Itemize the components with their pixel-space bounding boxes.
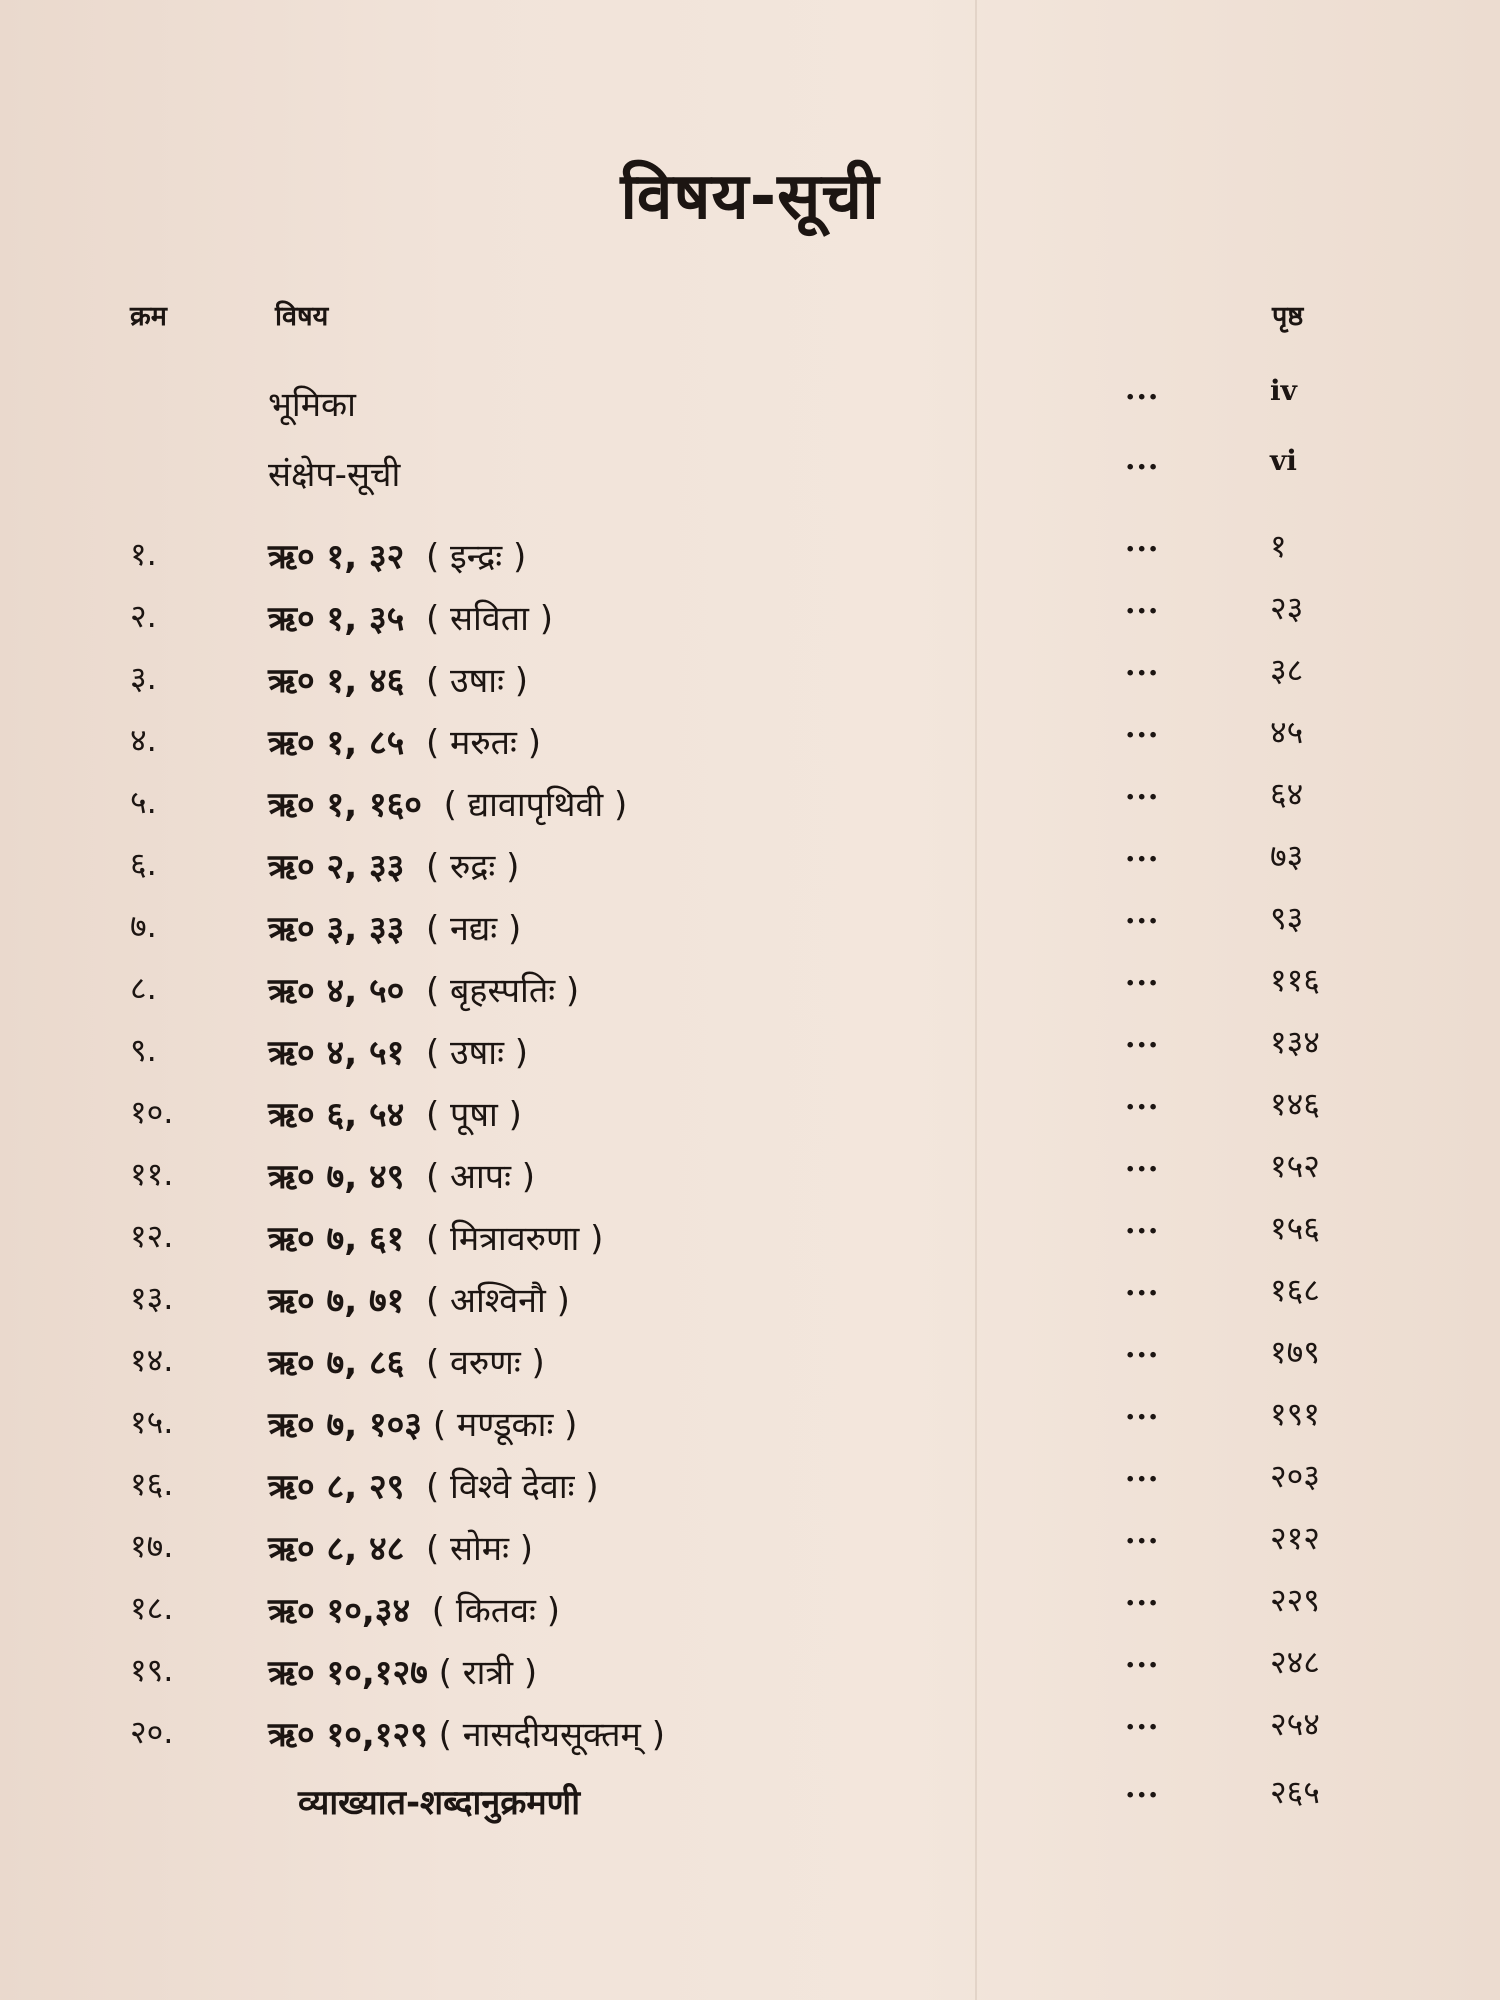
toc-page-number: १५२ (1270, 1147, 1320, 1185)
hymn-reference: ऋ० १, ४६ (268, 661, 405, 701)
toc-page-number: २२९ (1270, 1581, 1320, 1619)
toc-row-back-matter (0, 1770, 1500, 1838)
toc-page-number: १६८ (1270, 1271, 1320, 1309)
toc-page-number: १९१ (1270, 1395, 1320, 1433)
toc-page-number: ७३ (1270, 837, 1304, 875)
deity-name: ( नासदीयसूक्तम् ) (438, 1715, 665, 1755)
toc-row-front-matter (0, 442, 1500, 510)
toc-subject (268, 1524, 533, 1570)
toc-row (0, 1578, 1500, 1646)
hymn-reference: ऋ० ४, ५० (268, 971, 405, 1011)
leader-dots: ... (1125, 1268, 1160, 1303)
leader-dots: ... (1125, 1330, 1160, 1365)
toc-subject (268, 1462, 599, 1508)
toc-subject (268, 1152, 535, 1198)
toc-row (0, 772, 1500, 840)
hymn-reference: ऋ० ७, ४९ (268, 1157, 405, 1197)
toc-page-number: ४५ (1270, 713, 1304, 751)
deity-name: ( मरुतः ) (425, 723, 541, 763)
toc-row (0, 1702, 1500, 1770)
toc-subject: व्याख्यात-शब्दानुक्रमणी (298, 1783, 581, 1823)
toc-entry-number: ८. (130, 969, 157, 1007)
hymn-reference: ऋ० ६, ५४ (268, 1095, 405, 1135)
toc-row (0, 1082, 1500, 1150)
toc-subject (268, 1710, 665, 1756)
deity-name: ( अश्विनौ ) (425, 1281, 570, 1321)
leader-dots: ... (1125, 648, 1160, 683)
toc-page-number: १५६ (1270, 1209, 1320, 1247)
toc-row (0, 586, 1500, 654)
toc-subject (268, 1276, 570, 1322)
toc-row (0, 648, 1500, 716)
toc-subject (268, 1214, 603, 1260)
deity-name: ( द्यावापृथिवी ) (443, 785, 628, 825)
leader-dots: ... (1125, 896, 1160, 931)
deity-name: ( रात्री ) (438, 1653, 538, 1693)
toc-row (0, 1392, 1500, 1460)
toc-subject (268, 532, 526, 578)
leader-dots: ... (1125, 1144, 1160, 1179)
hymn-reference: ऋ० १०,१२७ (268, 1653, 428, 1693)
toc-page-number: १३४ (1270, 1023, 1320, 1061)
hymn-reference: ऋ० १०,१२९ (268, 1715, 428, 1755)
toc-subject (268, 718, 541, 764)
toc-entry-number: ४. (130, 721, 157, 759)
deity-name: ( वरुणः ) (425, 1343, 545, 1383)
toc-subject (268, 656, 528, 702)
leader-dots: ... (1125, 1206, 1160, 1241)
toc-subject: भूमिका (268, 385, 356, 425)
toc-row (0, 1330, 1500, 1398)
toc-row (0, 1206, 1500, 1274)
toc-page-number: ६४ (1270, 775, 1304, 813)
toc-entry-number: १०. (130, 1093, 174, 1131)
toc-subject (268, 842, 519, 888)
leader-dots: ... (1125, 710, 1160, 745)
hymn-reference: ऋ० ४, ५१ (268, 1033, 405, 1073)
deity-name: ( उषाः ) (425, 1033, 529, 1073)
toc-row (0, 1454, 1500, 1522)
toc-entry-number: १६. (130, 1465, 174, 1503)
deity-name: ( सविता ) (425, 599, 553, 639)
toc-row (0, 1020, 1500, 1088)
toc-subject (268, 1338, 545, 1384)
toc-subject (268, 966, 579, 1012)
leader-dots: ... (1125, 1578, 1160, 1613)
hymn-reference: ऋ० २, ३३ (268, 847, 405, 887)
hymn-reference: ऋ० ८, २९ (268, 1467, 405, 1507)
leader-dots: ... (1125, 772, 1160, 807)
toc-page-number: ९३ (1270, 899, 1304, 937)
hymn-reference: ऋ० ७, ८६ (268, 1343, 405, 1383)
deity-name: ( आपः ) (425, 1157, 536, 1197)
toc-entry-number: ११. (130, 1155, 174, 1193)
toc-entry-number: ९. (130, 1031, 157, 1069)
toc-row (0, 1268, 1500, 1336)
leader-dots: ... (1125, 372, 1160, 407)
toc-subject (268, 1586, 560, 1632)
toc-page-number: vi (1270, 444, 1297, 477)
toc-entry-number: १३. (130, 1279, 174, 1317)
toc-row (0, 1144, 1500, 1212)
toc-entry-number: ७. (130, 907, 157, 945)
toc-page-number: iv (1270, 374, 1297, 407)
column-header-subject: विषय (275, 301, 329, 332)
deity-name: ( विश्वे देवाः ) (425, 1467, 599, 1507)
leader-dots: ... (1125, 1516, 1160, 1551)
toc-row (0, 958, 1500, 1026)
leader-dots: ... (1125, 442, 1160, 477)
leader-dots: ... (1125, 1454, 1160, 1489)
toc-page-number: २६५ (1270, 1773, 1320, 1811)
deity-name: ( पूषा ) (425, 1095, 522, 1135)
toc-entry-number: ६. (130, 845, 157, 883)
deity-name: ( उषाः ) (425, 661, 529, 701)
leader-dots: ... (1125, 586, 1160, 621)
toc-page-number: १७९ (1270, 1333, 1320, 1371)
toc-entry-number: १८. (130, 1589, 174, 1627)
toc-row (0, 524, 1500, 592)
leader-dots: ... (1125, 1392, 1160, 1427)
leader-dots: ... (1125, 524, 1160, 559)
hymn-reference: ऋ० १, १६० (268, 785, 422, 825)
toc-page-number: ११६ (1270, 961, 1320, 999)
toc-subject (268, 904, 521, 950)
page-title: विषय-सूची (620, 160, 880, 234)
toc-page-number: १४६ (1270, 1085, 1320, 1123)
deity-name: ( इन्द्रः ) (425, 537, 527, 577)
leader-dots: ... (1125, 958, 1160, 993)
deity-name: ( कितवः ) (431, 1591, 560, 1631)
hymn-reference: ऋ० ८, ४८ (268, 1529, 405, 1569)
toc-page-number: २५४ (1270, 1705, 1320, 1743)
toc-page-number: २१२ (1270, 1519, 1320, 1557)
toc-subject: संक्षेप-सूची (268, 455, 401, 495)
deity-name: ( बृहस्पतिः ) (425, 971, 580, 1011)
toc-entry-number: २. (130, 597, 157, 635)
hymn-reference: ऋ० ७, ६१ (268, 1219, 405, 1259)
leader-dots: ... (1125, 1770, 1160, 1805)
toc-page-number: २४८ (1270, 1643, 1320, 1681)
toc-entry-number: १४. (130, 1341, 174, 1379)
leader-dots: ... (1125, 1082, 1160, 1117)
hymn-reference: ऋ० १०,३४ (268, 1591, 411, 1631)
toc-row (0, 1516, 1500, 1584)
toc-row-front-matter (0, 372, 1500, 440)
toc-subject (268, 780, 627, 826)
toc-page-number: १ (1270, 527, 1287, 565)
deity-name: ( रुद्रः ) (425, 847, 520, 887)
leader-dots: ... (1125, 834, 1160, 869)
column-header-number: क्रम (130, 301, 167, 332)
toc-entry-number: १. (130, 535, 157, 573)
toc-entry-number: १७. (130, 1527, 174, 1565)
leader-dots: ... (1125, 1702, 1160, 1737)
toc-entry-number: १२. (130, 1217, 174, 1255)
hymn-reference: ऋ० १, ८५ (268, 723, 405, 763)
toc-page-number: २३ (1270, 589, 1304, 627)
hymn-reference: ऋ० ३, ३३ (268, 909, 405, 949)
toc-row (0, 1640, 1500, 1708)
toc-entry-number: १५. (130, 1403, 174, 1441)
toc-subject (268, 1648, 537, 1694)
hymn-reference: ऋ० ७, १०३ (268, 1405, 422, 1445)
toc-row (0, 834, 1500, 902)
toc-subject (268, 1400, 577, 1446)
hymn-reference: ऋ० १, ३५ (268, 599, 405, 639)
column-header-page: पृष्ठ (1272, 301, 1304, 332)
toc-entry-number: २०. (130, 1713, 174, 1751)
toc-subject (268, 1028, 528, 1074)
deity-name: ( मण्डूकाः ) (432, 1405, 578, 1445)
toc-row (0, 710, 1500, 778)
toc-page-number: २०३ (1270, 1457, 1320, 1495)
deity-name: ( सोमः ) (425, 1529, 534, 1569)
toc-entry-number: ३. (130, 659, 157, 697)
deity-name: ( नद्यः ) (425, 909, 522, 949)
hymn-reference: ऋ० ७, ७१ (268, 1281, 405, 1321)
toc-row (0, 896, 1500, 964)
hymn-reference: ऋ० १, ३२ (268, 537, 405, 577)
toc-entry-number: १९. (130, 1651, 174, 1689)
toc-entry-number: ५. (130, 783, 157, 821)
leader-dots: ... (1125, 1640, 1160, 1675)
toc-subject (268, 594, 553, 640)
leader-dots: ... (1125, 1020, 1160, 1055)
toc-page-number: ३८ (1270, 651, 1304, 689)
deity-name: ( मित्रावरुणा ) (425, 1219, 604, 1259)
toc-subject (268, 1090, 522, 1136)
